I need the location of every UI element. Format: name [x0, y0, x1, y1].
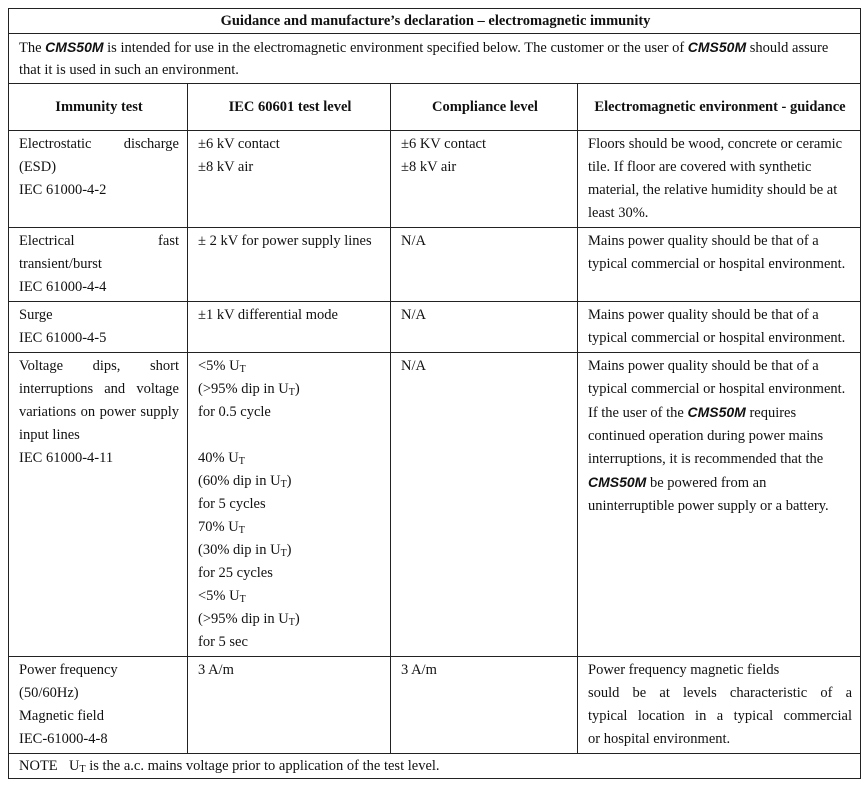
intro-part-2: is intended for use in the electromagnetic environment specified below. The customer or the user of	[103, 40, 688, 56]
device-name: CMS50M	[687, 404, 746, 420]
cell-guidance: Mains power quality should be that of a typical commercial or hospital environment.	[578, 228, 861, 302]
cell-compliance: ±6 KV contact ±8 kV air	[391, 131, 578, 228]
cell-iec-level: <5% $U_T$ (>95% dip in $U_T$) for 0.5 cycle 40% $U_T$ (60% dip in $U_T$) for 5 cycles 70% $U_T$ (30% dip in $U_T$) for 25 cycles <5% $U_T$ (>95% dip in $U_T$) for 5 sec	[188, 353, 391, 657]
intro-part-3: should assure that it is used in such an environment.	[19, 40, 829, 78]
intro-text	[9, 34, 861, 84]
device-name: CMS50M	[45, 39, 104, 55]
table-row	[9, 657, 861, 754]
cell-immunity-test: Surge IEC 61000-4-5	[9, 302, 188, 353]
device-name: CMS50M	[588, 474, 647, 490]
cell-compliance: N/A	[391, 228, 578, 302]
table-row	[9, 302, 861, 353]
header-immunity-test: Immunity test	[9, 84, 188, 131]
cell-iec-level: ±1 kV differential mode	[188, 302, 391, 353]
table-row	[9, 228, 861, 302]
cell-compliance: 3 A/m	[391, 657, 578, 754]
cell-compliance: N/A	[391, 353, 578, 657]
note-label: NOTE	[19, 758, 58, 774]
note-row	[9, 754, 861, 779]
cell-iec-level: ±6 kV contact ±8 kV air	[188, 131, 391, 228]
cell-iec-level: ± 2 kV for power supply lines	[188, 228, 391, 302]
cell-guidance: Floors should be wood, concrete or ceramic tile. If floor are covered with synthetic material, the relative humidity should be at least 30%.	[578, 131, 861, 228]
cell-guidance: Power frequency magnetic fields sould be at levels characteristic of a typical location in a typical commercial or hospital environment.	[578, 657, 861, 754]
intro-row	[9, 34, 861, 84]
cell-iec-level: 3 A/m	[188, 657, 391, 754]
table-row	[9, 353, 861, 657]
cell-immunity-test: Power frequency (50/60Hz) Magnetic field IEC-61000-4-8	[9, 657, 188, 754]
header-row	[9, 84, 861, 131]
table-title: Guidance and manufacture’s declaration – electromagnetic immunity	[9, 9, 861, 34]
cell-guidance: Mains power quality should be that of a typical commercial or hospital environment. If the user of the CMS50M requires continued operation during power mains interruptions, it is recommended that the CMS50M be powered from an uninterruptible power supply or a battery.	[578, 353, 861, 657]
emc-immunity-table	[8, 8, 861, 779]
cell-immunity-test: Electrical fast transient/burst IEC 61000-4-4	[9, 228, 188, 302]
document-page	[8, 8, 860, 779]
device-name: CMS50M	[687, 39, 747, 55]
header-compliance: Compliance level	[391, 84, 578, 131]
title-row	[9, 9, 861, 34]
intro-part-1: The	[19, 40, 46, 56]
cell-compliance: N/A	[391, 302, 578, 353]
table-row	[9, 131, 861, 228]
cell-guidance: Mains power quality should be that of a typical commercial or hospital environment.	[578, 302, 861, 353]
cell-immunity-test: Electrostatic discharge (ESD) IEC 61000-4-2	[9, 131, 188, 228]
header-iec-level: IEC 60601 test level	[188, 84, 391, 131]
cell-immunity-test: Voltage dips, short interruptions and voltage variations on power supply input lines IEC 61000-4-11	[9, 353, 188, 657]
table-note: NOTE $U_T$ is the a.c. mains voltage prior to application of the test level.	[9, 754, 861, 779]
header-env-guidance: Electromagnetic environment - guidance	[578, 84, 861, 131]
